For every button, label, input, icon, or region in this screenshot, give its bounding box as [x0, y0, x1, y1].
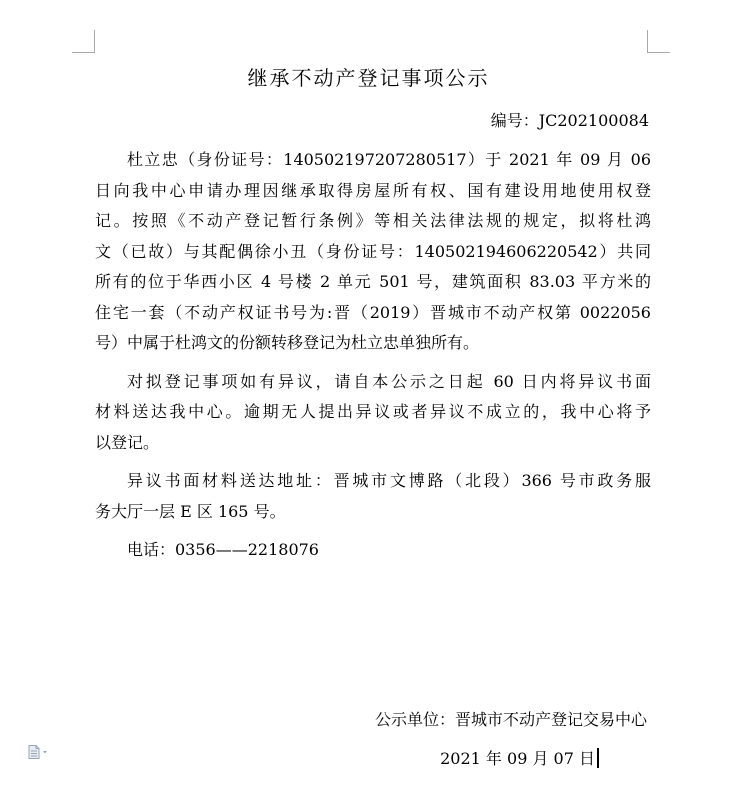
paragraph-1-line: 记。按照《不动产登记暂行条例》等相关法律法规的规定，拟将杜鸿 — [95, 211, 651, 230]
paragraph-3 — [95, 466, 651, 527]
crop-mark-top-right — [647, 30, 670, 53]
paragraph-3-line: 异议书面材料送达地址：晋城市文博路（北段）366 号市政务服 — [127, 471, 651, 490]
document-body — [95, 145, 651, 566]
paragraph-spacer — [95, 527, 651, 535]
paragraph-1-line: 所有的位于华西小区 4 号楼 2 单元 501 号，建筑面积 83.03 平方米的 — [95, 272, 651, 291]
paragraph-spacer — [95, 359, 651, 367]
paragraph-1-line: 杜立忠（身份证号：140502197207280517）于 2021 年 09 月 06 — [127, 150, 651, 169]
paragraph-1-line: 号）中属于杜鸿文的份额转移登记为杜立忠单独所有。 — [95, 333, 480, 352]
paragraph-2 — [95, 367, 651, 459]
paragraph-spacer — [95, 458, 651, 466]
date-text: 2021 年 09 月 07 日 — [440, 749, 595, 768]
paragraph-2-line: 材料送达我中心。逾期无人提出异议或者异议不成立的，我中心将予 — [95, 402, 651, 421]
paragraph-phone — [95, 535, 651, 566]
date-line — [440, 746, 599, 769]
phone-line: 电话：0356——2218076 — [127, 540, 319, 559]
paragraph-1 — [95, 145, 651, 359]
paragraph-1-line: 住宅一套（不动产权证书号为:晋（2019）晋城市不动产权第 0022056 — [95, 302, 651, 322]
paragraph-1-line: 文（已故）与其配偶徐小丑（身份证号：140502194606220542）共同 — [95, 241, 651, 261]
document-title: 继承不动产登记事项公示 — [247, 66, 490, 90]
paragraph-2-line: 对拟登记事项如有异议，请自本公示之日起 60 日内将异议书面 — [127, 371, 651, 391]
crop-mark-top-left — [72, 30, 95, 53]
issuer-line: 公示单位：晋城市不动产登记交易中心 — [374, 710, 647, 729]
text-cursor — [597, 748, 599, 768]
document-number: 编号：JC202100084 — [490, 111, 649, 130]
paragraph-3-line: 务大厅一层 E 区 165 号。 — [95, 501, 286, 521]
paragraph-1-line: 日向我中心申请办理因继承取得房屋所有权、国有建设用地使用权登 — [95, 180, 651, 200]
document-icon[interactable] — [28, 744, 50, 758]
paragraph-2-line: 以登记。 — [95, 432, 160, 452]
